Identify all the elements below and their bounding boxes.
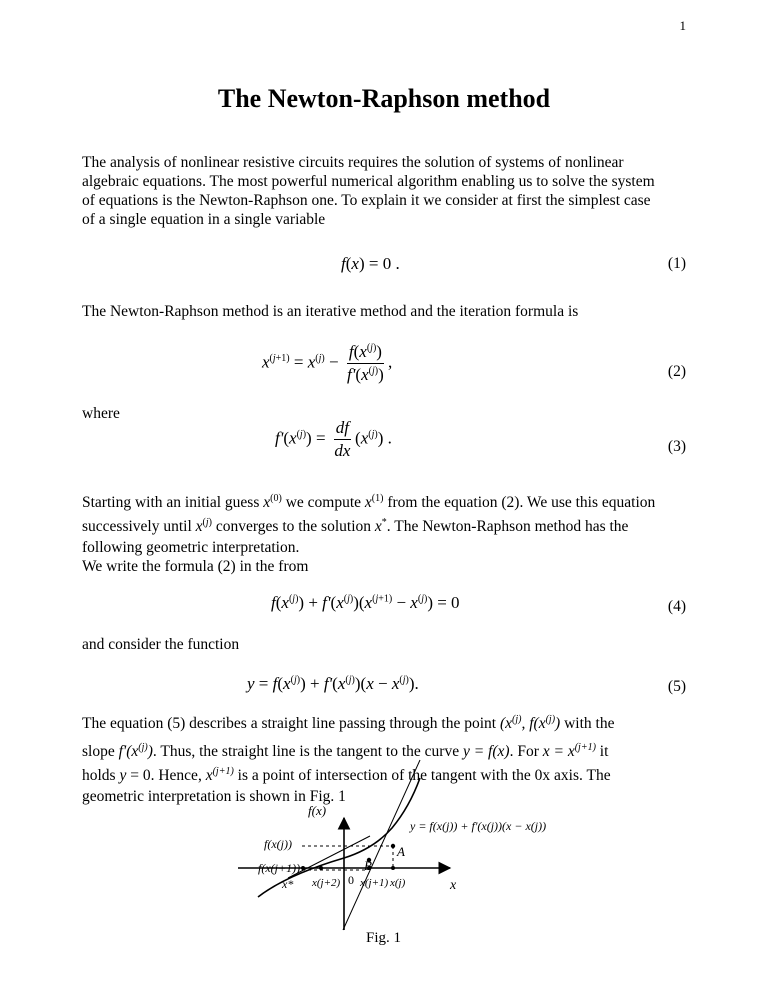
intro-line: of equations is the Newton-Raphson one. To explain it we consider at first the simplest case [82,192,651,209]
text-consider-line: and consider the function [82,636,240,653]
equation-1: f(x) = 0 . [341,254,400,273]
tangent-label: y = f(x(j)) + f'(x(j))(x − x(j)) [410,819,547,833]
text-fragment: . Thus, the straight line is the tangent to the curve [152,743,460,761]
equation-2: $x^{(j+1)} = x^{(j)}$ − $\frac{f(x^{(j)})}{f'(x^{(j)})}$ , [262,342,393,384]
text-fragment: . For [509,743,539,761]
intro-line: algebraic equations. The most powerful numerical algorithm enabling us to solve the system [82,173,655,190]
text-fragment: it [599,743,609,761]
point-xj2 [319,866,323,870]
point-A-label: A [397,844,405,859]
figure-caption: Fig. 1 [366,930,402,946]
equation-number-3: (3) [667,438,686,455]
equation-3: $f'(x^{(j)})$ = $\frac{df}{dx}$ $(x^{(j)})$ . [275,418,392,460]
text-fragment: . The Newton-Raphson method has the [386,518,629,536]
page-number: 1 [679,18,686,33]
equation-number-1: (1) [667,255,686,272]
xj1-label: x(j+1) [360,877,389,889]
text-shown-line: geometric interpretation is shown in Fig. 1 [82,788,346,805]
text-fragment: The equation (5) describes a straight line passing through the point [82,715,497,733]
text-start-line: Starting with an initial guess $x^{(0)}$ we compute $x^{(1)}$ from the equation (2). We use this equation [82,493,656,512]
text-fragment: converges to the solution [215,518,372,536]
equation-5: $y = f(x^{(j)}) + f'(x^{(j)})(x - x^{(j)})$. [247,674,419,693]
equation-4: $f(x^{(j)}) + f'(x^{(j)})(x^{(j+1)} - x^{(j)}) = 0$ [271,593,460,612]
origin-label: 0 [348,873,354,887]
text-slope-line: slope $f'(x^{(j)})$. Thus, the straight line is the tangent to the curve y = f(x). For $x = x^{(j+1)}$ it [82,742,609,761]
point-B-label: B [364,858,372,873]
equation-number-4: (4) [667,598,686,615]
text-fragment: Starting with an initial guess [82,494,260,512]
xstar-label: x* [282,877,294,891]
equation-number-2: (2) [667,363,686,380]
xj2-label: x(j+2) [312,877,341,889]
text-fragment: with the [564,715,615,733]
xj-label: x(j) [390,877,406,889]
point-xstar [301,866,305,870]
where-label: where [82,405,120,422]
x-axis-label: x [450,878,457,893]
text-successively-line: successively until $x^{(j)}$ converges to the solution x*. The Newton-Raphson method has the [82,517,629,536]
intro-line: The analysis of nonlinear resistive circuits requires the solution of systems of nonlinear [82,154,624,171]
fxj1-label: f(x(j+1)) [258,861,301,875]
text-fragment: is a point of intersection of the tangent with the 0x axis. The [237,767,611,785]
point-A [391,844,395,848]
equation-number-5: (5) [667,678,686,695]
tangent-line-b [288,836,370,878]
tangent-line [343,760,420,930]
iteration-sentence: The Newton-Raphson method is an iterative method and the iteration formula is [82,303,579,320]
text-fragment: slope [82,743,115,761]
text-describes-line: The equation (5) describes a straight line passing through the point ($x^{(j)}$, $f(x^{(j)})$ with the [82,714,615,733]
fxj-label: f(x(j)) [264,837,292,851]
text-geometric-line: following geometric interpretation. [82,539,300,556]
text-fragment: we compute [285,494,362,512]
point-xj [391,866,395,870]
text-holds-line: holds y = 0. Hence, $x^{(j+1)}$ is a point of intersection of the tangent with the 0x axis. The [82,766,611,785]
page-title: The Newton-Raphson method [217,84,551,113]
text-fragment: holds [82,767,116,785]
intro-line: of a single equation in a single variable [82,211,326,228]
y-axis-label: f(x) [308,803,327,818]
text-fragment: . Hence, [150,767,202,785]
text-fragment: successively until [82,518,192,536]
text-write-line: We write the formula (2) in the from [82,558,309,575]
text-fragment: from the equation (2). We use this equation [387,494,656,512]
